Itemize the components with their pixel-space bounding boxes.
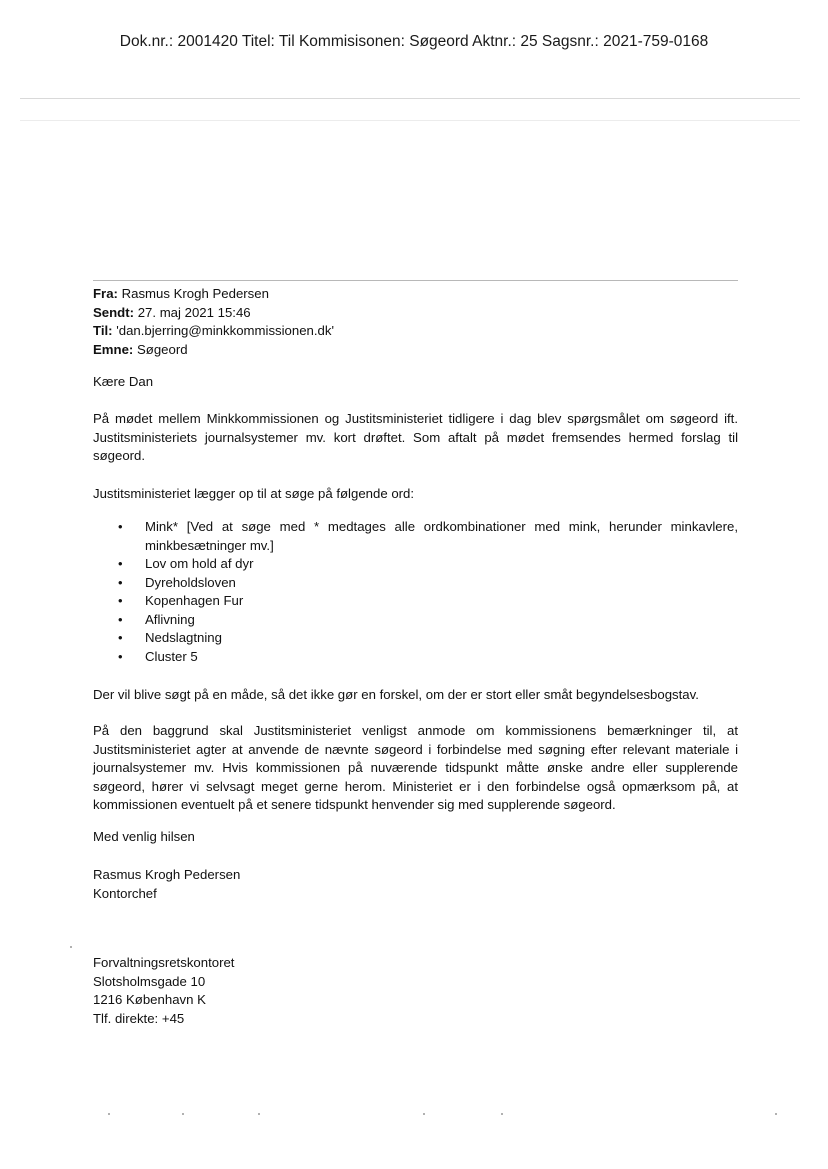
email-meta (93, 285, 738, 359)
meta-from (93, 285, 738, 304)
list-item-text: Dyreholdsloven (145, 574, 236, 590)
paragraph-2: Justitsministeriet lægger op til at søge på følgende ord: (93, 486, 415, 501)
scan-speck (70, 946, 72, 948)
meta-subject (93, 341, 738, 360)
scan-streak (20, 98, 800, 99)
signature-title: Kontorchef (93, 885, 157, 901)
list-item-text: Lov om hold af dyr (145, 556, 254, 571)
meta-sent (93, 304, 738, 323)
list-item (93, 648, 738, 667)
address-street: Slotsholmsgade 10 (93, 973, 206, 989)
signature-block (93, 866, 240, 903)
scan-speck (258, 1113, 260, 1115)
scan-speck (501, 1113, 503, 1115)
bullet-icon: • (118, 556, 123, 571)
scan-speck (423, 1113, 425, 1115)
greeting: Kære Dan (93, 374, 154, 389)
paragraph-1: På mødet mellem Minkkommissionen og Justitsministeriet tidligere i dag blev spørgsmålet om søgeord ift. Justitsministeriets journalsystemer mv. kort drøftet. Som aftalt på mødet fremsendes hermed forslag til søgeord. (93, 411, 738, 463)
list-item-text: Aflivning (145, 611, 195, 627)
bullet-icon: • (118, 574, 123, 590)
bullet-icon: • (118, 519, 123, 534)
list-item-text: Mink* [Ved at søge med * medtages alle ordkombinationer med mink, herunder minkavlere, minkbesætninger mv.] (145, 519, 738, 553)
scan-speck (182, 1113, 184, 1115)
scan-speck (108, 1113, 110, 1115)
email-separator (93, 280, 738, 281)
list-item (93, 555, 738, 574)
from-value: Rasmus Krogh Pedersen (121, 286, 269, 301)
scan-speck (775, 1113, 777, 1115)
list-item (93, 629, 738, 648)
closing: Med venlig hilsen (93, 829, 195, 844)
search-terms-list (93, 518, 738, 666)
from-label: Fra: (93, 286, 118, 301)
sent-label: Sendt: (93, 304, 135, 320)
list-item-text: Kopenhagen Fur (145, 593, 244, 608)
to-value: 'dan.bjerring@minkkommissionen.dk' (116, 323, 335, 338)
paragraph-3: Der vil blive søgt på en måde, så det ikke gør en forskel, om der er stort eller småt begyndelsesbogstav. (93, 687, 699, 702)
address-office: Forvaltningsretskontoret (93, 955, 235, 970)
bullet-icon: • (118, 630, 123, 645)
address-block (93, 954, 234, 1028)
signature-name: Rasmus Krogh Pedersen (93, 867, 241, 882)
address-city: 1216 København K (93, 992, 206, 1007)
address-phone: Tlf. direkte: +45 (93, 1010, 185, 1026)
document-header: Dok.nr.: 2001420 Titel: Til Kommisisonen: Søgeord Aktnr.: 25 Sagsnr.: 2021-759-0168 (119, 33, 709, 50)
list-item (93, 611, 738, 630)
bullet-icon: • (118, 648, 123, 664)
scan-streak (20, 120, 800, 121)
bullet-icon: • (118, 611, 123, 627)
list-item (93, 518, 738, 555)
to-label: Til: (93, 323, 113, 338)
bullet-icon: • (118, 593, 123, 608)
list-item-text: Cluster 5 (145, 648, 198, 664)
meta-to (93, 322, 738, 341)
subject-value: Søgeord (136, 341, 188, 357)
paragraph-4: På den baggrund skal Justitsministeriet venligst anmode om kommissionens bemærkninger til, at Justitsministeriet agter at anvende de nævnte søgeord i forbindelse med søgning efter relevant materiale i journalsystemer mv. Hvis kommissionen på nuværende tidspunkt måtte ønske andre eller supplerende søgeord, hører vi selvsagt meget gerne herom. Ministeriet er i den forbindelse også opmærksom på, at kommissionen eventuelt på et senere tidspunkt henvender sig med supplerende søgeord. (93, 723, 738, 812)
list-item-text: Nedslagtning (145, 630, 222, 645)
sent-value: 27. maj 2021 15:46 (137, 304, 251, 320)
subject-label: Emne: (93, 341, 134, 357)
list-item (93, 574, 738, 593)
list-item (93, 592, 738, 611)
